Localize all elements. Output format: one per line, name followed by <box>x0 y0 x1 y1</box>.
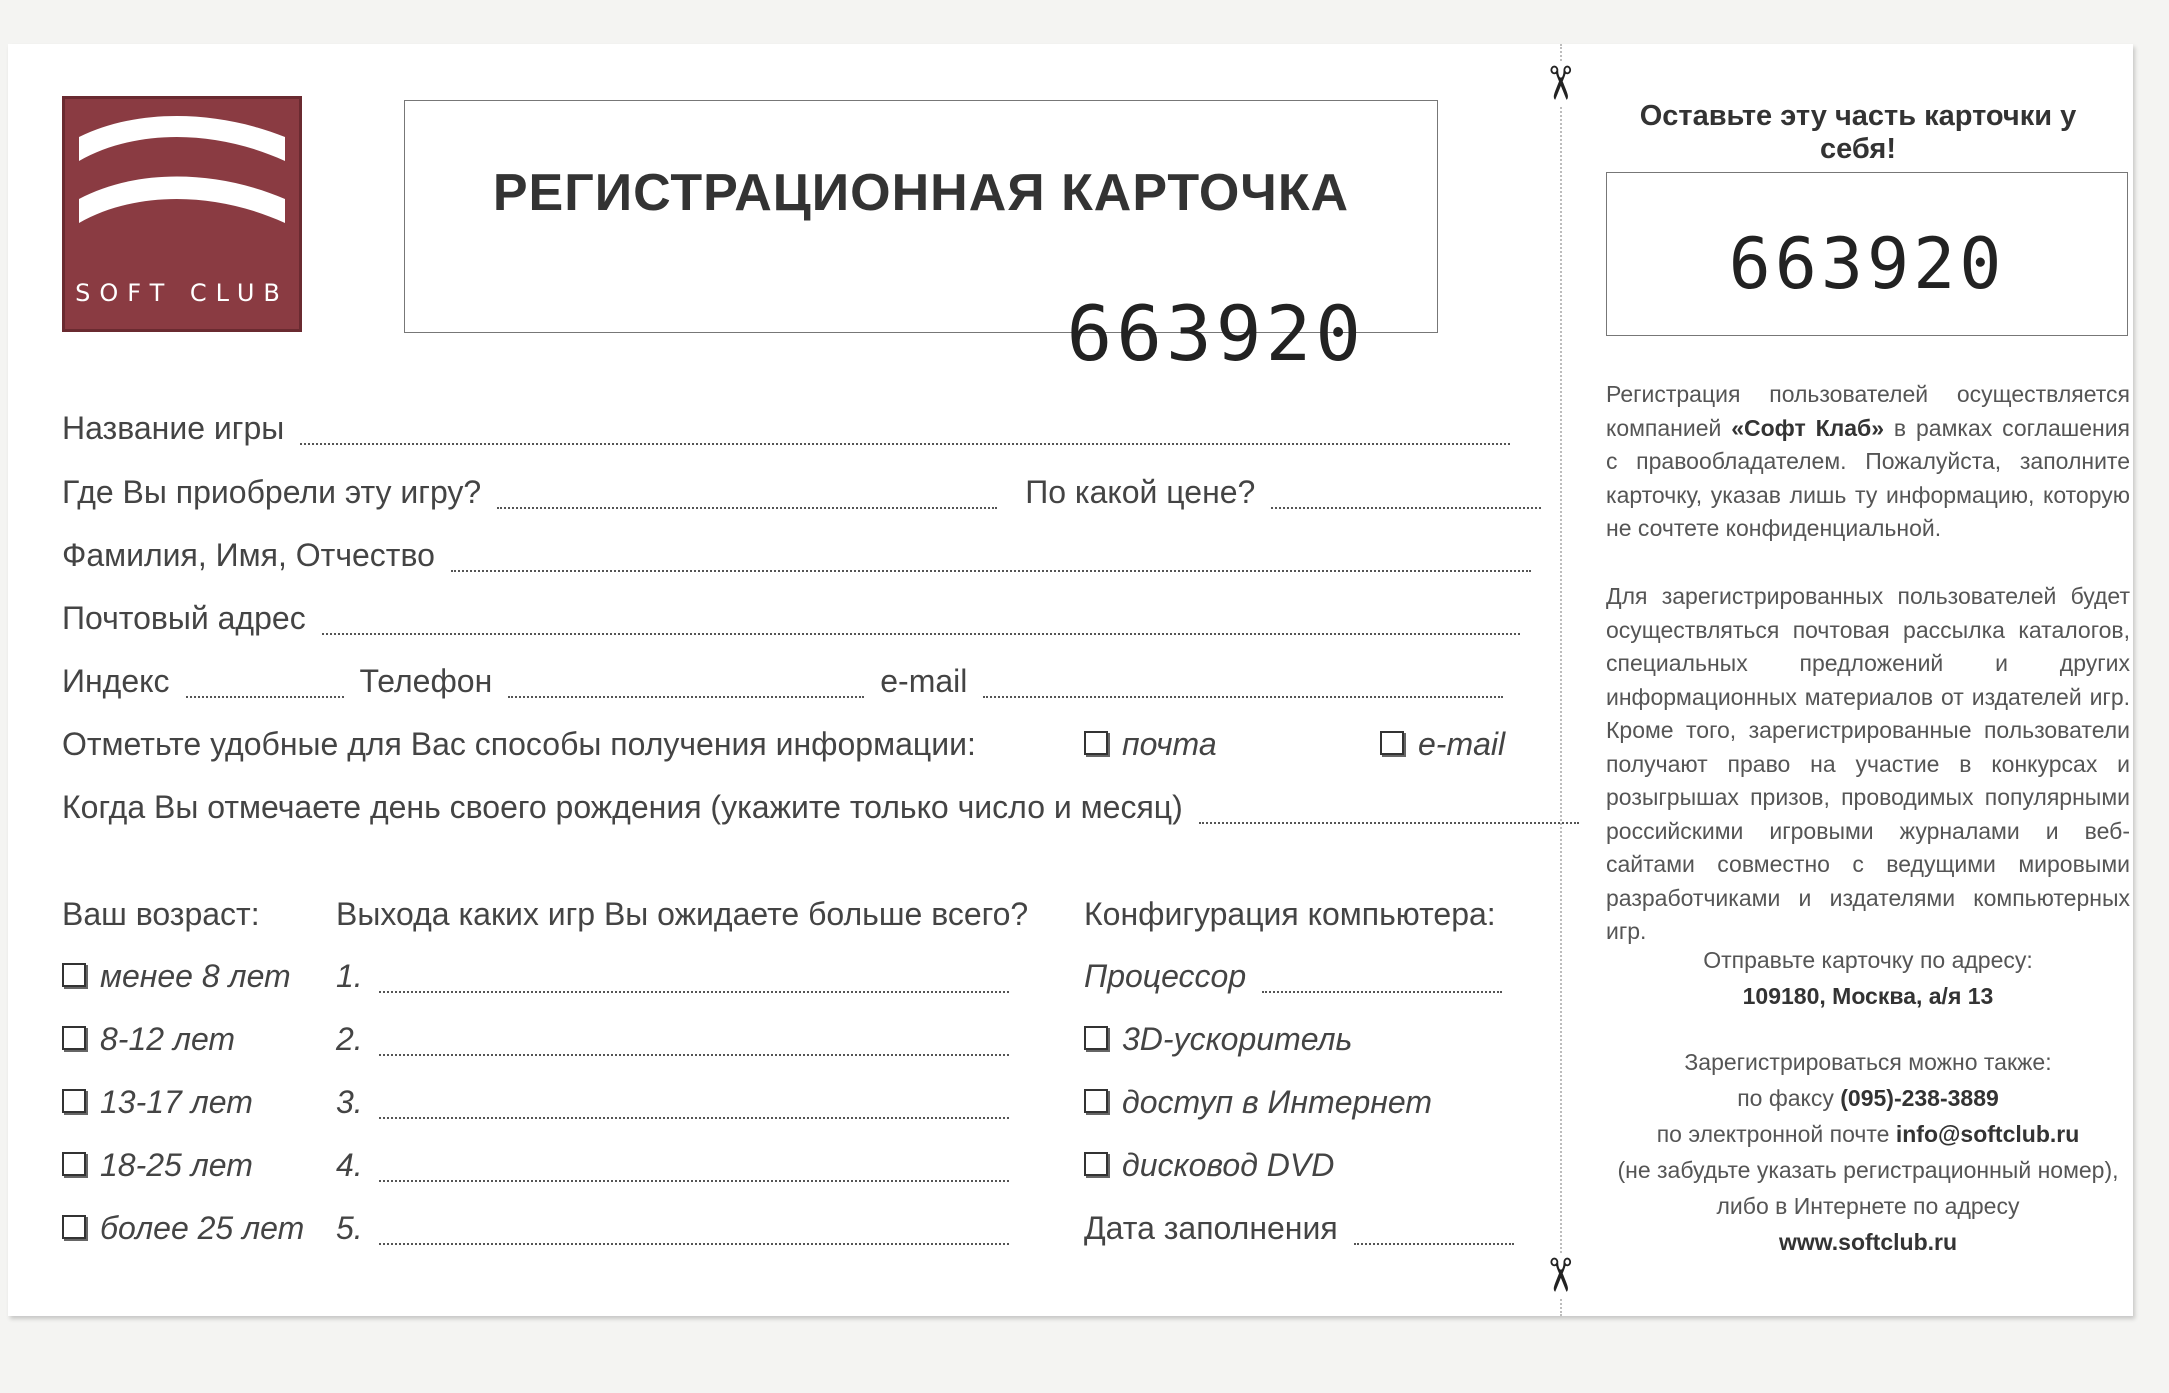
scissors-icon: ✂ <box>1531 1253 1589 1297</box>
stub-alt-block <box>1606 1044 2130 1260</box>
age-option[interactable] <box>62 1084 253 1121</box>
checkbox-icon[interactable] <box>62 1026 86 1050</box>
stub-email-label: по электронной почте <box>1656 1121 1896 1147</box>
game-name-label: Название игры <box>62 410 285 446</box>
row-birthday <box>62 789 1595 826</box>
full-name-field[interactable] <box>451 569 1531 572</box>
full-name-label: Фамилия, Имя, Отчество <box>62 537 435 573</box>
game-wish-number: 3. <box>336 1084 363 1120</box>
phone-label: Телефон <box>359 663 493 699</box>
games-heading: Выхода каких игр Вы ожидаете больше всего? <box>336 896 1029 932</box>
fill-date-label: Дата заполнения <box>1084 1210 1338 1246</box>
age-option[interactable] <box>62 958 291 995</box>
game-wish-row <box>336 958 1025 995</box>
contact-option-email-label: e-mail <box>1418 726 1506 762</box>
stub-paragraph-1-text: Регистрация пользователей осуществляется компанией <box>1606 381 2130 441</box>
age-heading: Ваш возраст: <box>62 896 260 932</box>
config-option-dvd[interactable] <box>1084 1147 1334 1184</box>
where-bought-label: Где Вы приобрели эту игру? <box>62 474 482 510</box>
processor-field[interactable] <box>1262 990 1502 993</box>
price-field[interactable] <box>1271 506 1541 509</box>
row-contact-methods <box>62 726 976 763</box>
scissors-icon: ✂ <box>1531 61 1589 105</box>
config-option-internet[interactable] <box>1084 1084 1432 1121</box>
age-option-label: менее 8 лет <box>100 958 291 994</box>
checkbox-icon[interactable] <box>1084 1089 1108 1113</box>
stub-send-block <box>1606 942 2130 1014</box>
title-box <box>404 100 1438 378</box>
game-wish-field[interactable] <box>379 1116 1009 1119</box>
processor-label: Процессор <box>1084 958 1247 994</box>
config-option-label: дисковод DVD <box>1122 1147 1335 1183</box>
stub-fax-label: по факсу <box>1737 1085 1841 1111</box>
birthday-field[interactable] <box>1199 821 1579 824</box>
stub-serial-box <box>1606 172 2128 336</box>
checkbox-icon[interactable] <box>1084 731 1108 755</box>
postal-address-label: Почтовый адрес <box>62 600 306 636</box>
game-name-field[interactable] <box>300 442 1510 445</box>
fill-date-field[interactable] <box>1354 1242 1514 1245</box>
stub-paragraph-1 <box>1606 378 2130 546</box>
stub-heading: Оставьте эту часть карточки у себя! <box>1639 100 2077 165</box>
age-option-label: более 25 лет <box>100 1210 305 1246</box>
stub-web-link[interactable]: www.softclub.ru <box>1778 1229 1958 1255</box>
stub-paragraph-1-text-end: в рамках соглашения с правообладателем. Пожалуйста, заполните карточку, указав лишь ту информацию, которую не сочтете конфиденциальной. <box>1606 414 2130 541</box>
age-option-label: 13-17 лет <box>100 1084 253 1120</box>
checkbox-icon[interactable] <box>1380 731 1404 755</box>
age-option-label: 18-25 лет <box>100 1147 253 1183</box>
stub-brand-name: «Софт Клаб» <box>1731 414 1885 441</box>
index-field[interactable] <box>186 695 344 698</box>
checkbox-icon[interactable] <box>62 1215 86 1239</box>
stub-paragraph-2: Для зарегистрированных пользователей будет осуществляться почтовая рассылка каталогов, специальных предложений и других информационных материалов от издателей игр. Кроме того, зарегистрированные пользователи получают право на участие в конкурсах и розыгрышах призов, проводимых популярными российскими игровыми журналами и веб-сайтами совместно с ведущими мировыми разработчиками и издателями компьютерных игр. <box>1606 583 2130 944</box>
email-field[interactable] <box>983 695 1503 698</box>
stub-web-label: либо в Интернете по адресу <box>1716 1193 2020 1219</box>
game-wish-field[interactable] <box>379 1242 1009 1245</box>
stub-serial-number: 663920 <box>1728 223 2006 305</box>
game-wish-row <box>336 1084 1025 1121</box>
game-wish-row <box>336 1021 1025 1058</box>
stub-email-link[interactable]: info@softclub.ru <box>1895 1121 2080 1147</box>
soft-club-logo <box>62 96 302 332</box>
email-label: e-mail <box>880 663 968 699</box>
where-bought-field[interactable] <box>497 506 997 509</box>
processor-row <box>1084 958 1518 995</box>
config-option-3d[interactable] <box>1084 1021 1352 1058</box>
config-option-label: доступ в Интернет <box>1122 1084 1432 1120</box>
game-wish-field[interactable] <box>379 1053 1009 1056</box>
contact-option-mail[interactable] <box>1084 726 1217 763</box>
contact-option-email[interactable] <box>1380 726 1505 763</box>
age-option[interactable] <box>62 1021 235 1058</box>
stub-fax-number: (095)-238-3889 <box>1840 1085 1999 1111</box>
row-game-name <box>62 410 1526 447</box>
game-wish-number: 2. <box>336 1021 363 1057</box>
phone-field[interactable] <box>508 695 864 698</box>
price-label: По какой цене? <box>1025 474 1256 510</box>
game-wish-row <box>336 1147 1025 1184</box>
checkbox-icon[interactable] <box>62 1152 86 1176</box>
row-postal-address <box>62 600 1536 637</box>
stub-reminder: (не забудьте указать регистрационный номер), <box>1617 1157 2119 1183</box>
game-wish-number: 4. <box>336 1147 363 1183</box>
game-wish-number: 5. <box>336 1210 363 1246</box>
game-wish-field[interactable] <box>379 990 1009 993</box>
postal-address-field[interactable] <box>322 632 1520 635</box>
age-option[interactable] <box>62 1210 304 1247</box>
fill-date-row <box>1084 1210 1530 1247</box>
age-option[interactable] <box>62 1147 253 1184</box>
game-wish-row <box>336 1210 1025 1247</box>
stub-also-label: Зарегистрироваться можно также: <box>1684 1049 2052 1075</box>
index-label: Индекс <box>62 663 170 699</box>
config-option-label: 3D-ускоритель <box>1122 1021 1353 1057</box>
checkbox-icon[interactable] <box>1084 1026 1108 1050</box>
row-full-name <box>62 537 1547 574</box>
row-where-bought <box>62 474 1557 511</box>
contact-prompt: Отметьте удобные для Вас способы получения информации: <box>62 726 976 762</box>
game-wish-field[interactable] <box>379 1179 1009 1182</box>
stub-send-label: Отправьте карточку по адресу: <box>1703 947 2033 973</box>
config-heading: Конфигурация компьютера: <box>1084 896 1496 932</box>
serial-number: 663920 <box>1066 289 1365 378</box>
checkbox-icon[interactable] <box>62 963 86 987</box>
checkbox-icon[interactable] <box>62 1089 86 1113</box>
game-wish-number: 1. <box>336 958 363 994</box>
contact-option-mail-label: почта <box>1122 726 1217 762</box>
age-option-label: 8-12 лет <box>100 1021 236 1057</box>
row-contacts <box>62 663 1519 700</box>
birthday-label: Когда Вы отмечаете день своего рождения (укажите только число и месяц) <box>62 789 1183 825</box>
cut-line <box>1560 44 1562 1316</box>
logo-text: SOFT CLUB <box>75 279 289 307</box>
card-title: РЕГИСТРАЦИОННАЯ КАРТОЧКА <box>492 164 1350 222</box>
checkbox-icon[interactable] <box>1084 1152 1108 1176</box>
registration-card <box>8 44 2133 1316</box>
stub-send-address: 109180, Москва, а/я 13 <box>1742 983 1994 1009</box>
